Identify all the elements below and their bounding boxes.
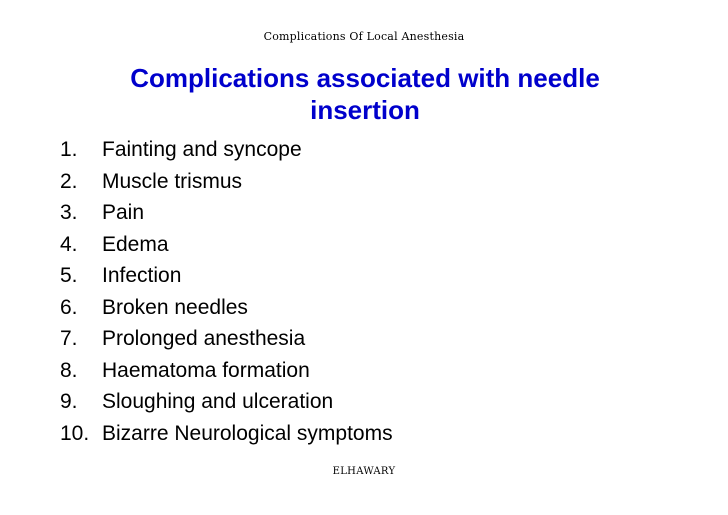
list-item [60, 197, 393, 229]
complications-list [60, 134, 393, 449]
list-item [60, 386, 393, 418]
list-item-text: Prolonged anesthesia [102, 327, 306, 350]
list-item [60, 134, 393, 166]
list-item [60, 355, 393, 387]
list-item-text: Edema [102, 232, 169, 256]
list-item-text: Muscle trismus [102, 169, 243, 193]
slide-title: Complications associated with needle insertion [130, 63, 600, 125]
list-item [60, 418, 393, 450]
list-item-number: 3. [60, 201, 78, 224]
list-item-text: Pain [102, 201, 145, 224]
list-item-number: 9. [60, 390, 78, 413]
list-item-number: 5. [60, 264, 78, 287]
list-item-text: Sloughing and ulceration [102, 390, 334, 413]
list-item-text: Broken needles [102, 295, 248, 319]
list-item-text: Infection [102, 264, 182, 287]
list-item-number: 6. [60, 295, 78, 319]
list-item-text: Haematoma formation [102, 358, 310, 382]
list-item-number: 7. [60, 327, 78, 350]
list-item-number: 8. [60, 358, 78, 382]
list-item-text: Bizarre Neurological symptoms [102, 421, 393, 445]
list-item [60, 292, 393, 324]
list-item-number: 2. [60, 169, 78, 193]
page-footer: ELHAWARY [332, 466, 396, 477]
list-item [60, 260, 393, 292]
page-header: Complications Of Local Anesthesia [263, 30, 465, 43]
list-item-number: 10. [60, 421, 90, 445]
list-item [60, 323, 393, 355]
list-item-number: 1. [60, 138, 78, 161]
list-item-text: Fainting and syncope [102, 138, 302, 161]
list-item [60, 166, 393, 198]
list-item-number: 4. [60, 232, 78, 256]
list-item [60, 229, 393, 261]
